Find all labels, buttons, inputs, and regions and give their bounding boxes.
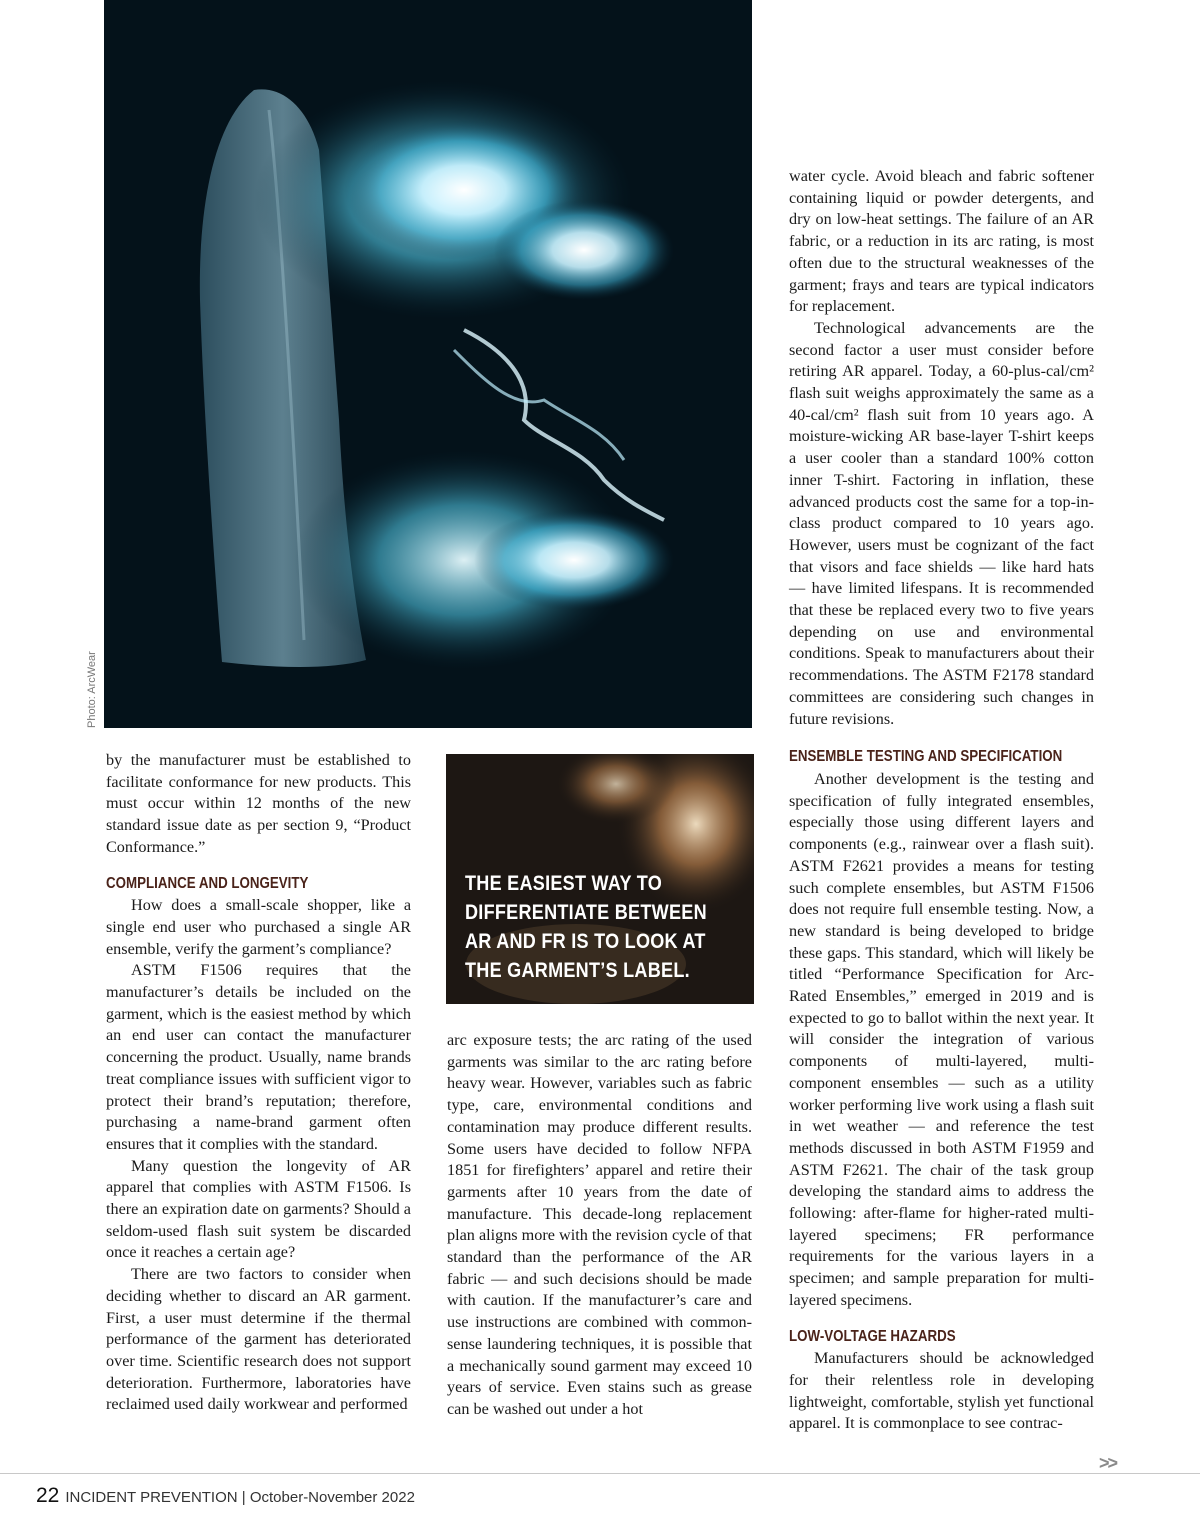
paragraph: arc exposure tests; the arc rating of the used garments was similar to the arc rating before heavy wear. However, variables such as fabric type, care, environmental conditions and contamination may produce different results. Some users have decided to follow NFPA 1851 for firefighters’ apparel and retire their garments after 10 years from the date of manufacture. This decade-long replacement plan aligns more with the revision cycle of that standard than the performance of the AR fabric — and such decisions should be made with caution. If the manufacturer’s care and use instructions are combined with common-sense laundering techniques, it is possible that a mechanically sound garment may exceed 10 years of service. Even stains such as grease can be washed out under a hot	[447, 1031, 752, 1418]
section-heading: LOW-VOLTAGE HAZARDS	[789, 1327, 956, 1345]
paragraph: There are two factors to consider when deciding whether to discard an AR garment. First, a user must determine if the thermal performance of the garment has deteriorated over time. Scientific research does not support deterioration. Furthermore, laboratories have reclaimed used daily workwear and performed	[106, 1265, 411, 1414]
arc-flash-image	[104, 0, 752, 728]
section-heading: COMPLIANCE AND LONGEVITY	[106, 874, 309, 892]
section-heading: ENSEMBLE TESTING AND SPECIFICATION	[789, 748, 1063, 766]
paragraph: ASTM F1506 requires that the manufacturer’s details be included on the garment, which is the easiest method by which an end user can contact the manufacturer concerning the product. Usually, name brands treat compliance issues with sufficient vigor to protect their brand’s reputation; therefore, purchasing a name-brand garment often ensures that it complies with the standard.	[106, 961, 411, 1153]
paragraph: water cycle. Avoid bleach and fabric softener containing liquid or powder detergents, and dry on low-heat settings. The failure of an AR fabric, or a reduction in its arc rating, is most often due to the structural weaknesses of the garment; frays and tears are typical indicators for replacement.	[789, 167, 1094, 316]
paragraph: How does a small-scale shopper, like a single end user who purchased a single AR ensemble, verify the garment’s compliance?	[106, 896, 411, 958]
pull-quote-text: THE EASIEST WAY TO DIFFERENTIATE BETWEEN AR AND FR IS TO LOOK AT THE GARMENT’S LABEL.	[465, 872, 707, 982]
photo-credit: Photo: ArcWear	[86, 651, 98, 728]
paragraph: Many question the longevity of AR apparel that complies with ASTM F1506. Is there an expiration date on garments? Should a seldom-used flash suit system be discarded once it reaches a certain age?	[106, 1156, 411, 1262]
continued-arrow-icon: >>	[1099, 1453, 1117, 1473]
paragraph: Another development is the testing and specification of fully integrated ensembles, especially those using different layers and components (e.g., rainwear over a flash suit). ASTM F2621 provides a means for testing such complete ensembles, but ASTM F1506 does not require full ensemble testing. Now, a new standard is being developed to bridge these gaps. This standard, which will likely be titled “Performance Specification for Arc-Rated Ensembles,” emerged in 2019 and is expected to go to ballot within the next year. It will consider the integration of various components of multi-layered, multi-component ensembles — such as a utility worker performing live work using a flash suit in wet weather — and reference the test methods discussed in both ASTM F1959 and ASTM F2621. The chair of the task group developing the standard aims to address the following: after-flame for higher-rated multi-layered specimens; FR performance requirements for the various layers in a specimen; and sample preparation for multi-layered specimens.	[789, 769, 1094, 1309]
page-number: 22	[36, 1484, 60, 1507]
footer-divider	[0, 1473, 1200, 1474]
arc-flash-photo	[104, 0, 752, 728]
middle-column	[447, 1030, 752, 1421]
paragraph: by the manufacturer must be established to facilitate conformance for new products. This must occur within 12 months of the new standard issue date as per section 9, “Product Conformance.”	[106, 751, 411, 856]
pull-quote-box	[446, 754, 754, 1004]
page-footer	[36, 1484, 415, 1508]
magazine-issue: INCIDENT PREVENTION | October-November 2022	[65, 1489, 415, 1506]
right-column	[789, 166, 1094, 1435]
paragraph: Manufacturers should be acknowledged for their relentless role in developing lightweight, comfortable, stylish yet functional apparel. It is commonplace to see contrac-	[789, 1349, 1094, 1433]
paragraph: Technological advancements are the second factor a user must consider before retiring AR apparel. Today, a 60-plus-cal/cm² flash suit weighs approximately the same as a 40-cal/cm² flash suit from 10 years ago. A moisture-wicking AR base-layer T-shirt keeps a user cooler than a standard 100% cotton inner T-shirt. Factoring in inflation, these advanced products cost the same for a top-in-class product compared to 10 years ago. However, users must be cognizant of the fact that visors and face shields — like hard hats — have limited lifespans. It is recommended that these be replaced every two to five years depending on use and environmental conditions. Speak to manufacturers about their recommendations. The ASTM F2178 standard committees are considering such changes in future revisions.	[789, 318, 1094, 728]
left-column	[106, 750, 411, 1416]
